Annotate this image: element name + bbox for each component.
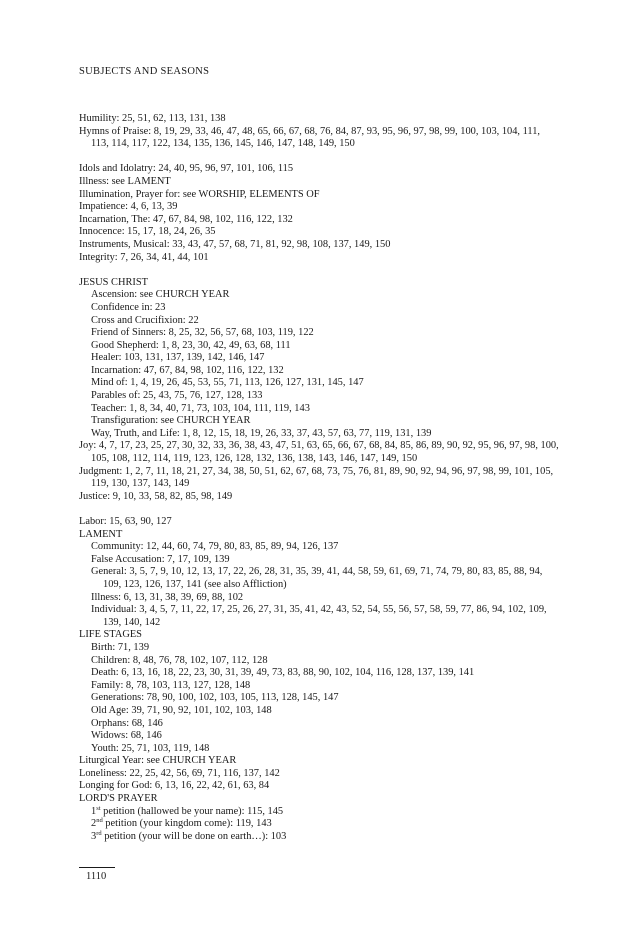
index-subentry: Confidence in: 23 [91, 301, 166, 313]
index-entry: LIFE STAGES [79, 629, 142, 641]
index-subentry: False Accusation: 7, 17, 109, 139 [91, 553, 230, 565]
index-entry: Illumination, Prayer for: see WORSHIP, ELEMENTS OF [79, 188, 320, 200]
group-spacer [79, 264, 559, 277]
index-subentry: Children: 8, 48, 76, 78, 102, 107, 112, 128 [91, 654, 268, 666]
index-subentry: Generations: 78, 90, 100, 102, 103, 105, 113, 128, 145, 147 [91, 692, 339, 704]
index-subentry: General: 3, 5, 7, 9, 10, 12, 13, 17, 22, 26, 28, 31, 35, 39, 41, 44, 58, 59, 61, 69, 71, 74, 79, 80, 83, 85, 88, 94, 109, 123, 126, 137, 141 (see also Affliction) [91, 566, 543, 590]
index-entry: Illness: see LAMENT [79, 175, 171, 187]
group-spacer [79, 503, 559, 516]
index-subentry: Friend of Sinners: 8, 25, 32, 56, 57, 68, 103, 119, 122 [91, 327, 314, 339]
index-entry: Joy: 4, 7, 17, 23, 25, 27, 30, 32, 33, 36, 38, 43, 47, 51, 63, 65, 66, 67, 68, 84, 85, 86, 89, 90, 92, 95, 96, 97, 98, 100, 105, 108, 112, 114, 119, 123, 126, 128, 132, 136, 138, 143, 146, 147, 149, 150 [79, 440, 559, 465]
running-head: SUBJECTS AND SEASONS [79, 66, 210, 77]
index-entry: Labor: 15, 63, 90, 127 [79, 516, 172, 527]
petition-number: 3 [91, 830, 97, 842]
petition-subentry [79, 818, 559, 831]
index-entry: Humility: 25, 51, 62, 113, 131, 138 [79, 113, 226, 124]
index-entry: Hymns of Praise: 8, 19, 29, 33, 46, 47, 48, 65, 66, 67, 68, 76, 84, 87, 93, 95, 96, 97, 98, 99, 100, 103, 104, 111, 113, 114, 117, 122, 134, 135, 136, 145, 146, 147, 148, 149, 150 [79, 125, 541, 150]
ordinal-suffix: st [96, 804, 101, 812]
index-subentry: Widows: 68, 146 [91, 730, 162, 742]
index-subentry: Orphans: 68, 146 [91, 717, 163, 729]
index-subentry: Community: 12, 44, 60, 74, 79, 80, 83, 85, 89, 94, 126, 137 [91, 541, 339, 553]
index-entry: JESUS CHRIST [79, 276, 149, 288]
index-entry: Idols and Idolatry: 24, 40, 95, 96, 97, 101, 106, 115 [79, 163, 294, 175]
index-entry: Loneliness: 22, 25, 42, 56, 69, 71, 116, 137, 142 [79, 767, 280, 779]
index-subentry: Birth: 71, 139 [91, 641, 150, 653]
page-number: 1110 [86, 871, 107, 882]
index-entry: Judgment: 1, 2, 7, 11, 18, 21, 27, 34, 38, 50, 51, 62, 67, 68, 73, 75, 76, 81, 89, 90, 92, 94, 96, 97, 98, 99, 101, 105, 119, 130, 137, 143, 149 [79, 465, 554, 490]
index-entry: Liturgical Year: see CHURCH YEAR [79, 755, 237, 767]
index-body [79, 113, 559, 843]
index-entry: LORD'S PRAYER [79, 793, 158, 805]
index-entry: Longing for God: 6, 13, 16, 22, 42, 61, 63, 84 [79, 780, 270, 792]
petition-number: 2 [91, 818, 97, 830]
index-entry: Integrity: 7, 26, 34, 41, 44, 101 [79, 251, 209, 263]
index-subentry: Way, Truth, and Life: 1, 8, 12, 15, 18, 19, 26, 33, 37, 43, 57, 63, 77, 119, 131, 139 [91, 427, 432, 439]
index-subentry: Good Shepherd: 1, 8, 23, 30, 42, 49, 63, 68, 111 [91, 339, 291, 351]
ordinal-suffix: rd [96, 829, 102, 837]
index-subentry: Illness: 6, 13, 31, 38, 39, 69, 88, 102 [91, 591, 244, 603]
petition-number: 1 [91, 805, 97, 817]
petition-text: petition (your will be done on earth…): 103 [101, 830, 287, 842]
index-entry: Impatience: 4, 6, 13, 39 [79, 201, 178, 213]
index-subentry: Incarnation: 47, 67, 84, 98, 102, 116, 122, 132 [91, 364, 284, 376]
group-spacer [79, 151, 559, 164]
index-subentry: Old Age: 39, 71, 90, 92, 101, 102, 103, 148 [91, 704, 272, 716]
ordinal-suffix: nd [96, 817, 103, 825]
index-subentry: Death: 6, 13, 16, 18, 22, 23, 30, 31, 39, 49, 73, 83, 88, 90, 102, 104, 116, 128, 137, 139, 141 [91, 667, 475, 679]
index-subentry: Ascension: see CHURCH YEAR [91, 289, 230, 301]
index-entry: Justice: 9, 10, 33, 58, 82, 85, 98, 149 [79, 490, 233, 502]
index-subentry: Family: 8, 78, 103, 113, 127, 128, 148 [91, 679, 251, 691]
index-subentry: Teacher: 1, 8, 34, 40, 71, 73, 103, 104, 111, 119, 143 [91, 402, 310, 414]
index-entry: Innocence: 15, 17, 18, 24, 26, 35 [79, 226, 216, 238]
petition-text: petition (your kingdom come): 119, 143 [102, 818, 272, 830]
index-subentry: Youth: 25, 71, 103, 119, 148 [91, 742, 210, 754]
index-entry: Incarnation, The: 47, 67, 84, 98, 102, 116, 122, 132 [79, 213, 293, 225]
petition-subentry [79, 806, 559, 819]
index-subentry: Transfiguration: see CHURCH YEAR [91, 415, 251, 427]
index-subentry: Parables of: 25, 43, 75, 76, 127, 128, 133 [91, 390, 263, 402]
index-subentry: Healer: 103, 131, 137, 139, 142, 146, 147 [91, 352, 265, 364]
petition-subentry [79, 831, 559, 844]
index-subentry: Cross and Crucifixion: 22 [91, 314, 199, 326]
index-entry: LAMENT [79, 528, 123, 540]
index-subentry: Mind of: 1, 4, 19, 26, 45, 53, 55, 71, 113, 126, 127, 131, 145, 147 [91, 377, 364, 389]
petition-text: petition (hallowed be your name): 115, 145 [100, 805, 284, 817]
index-subentry: Individual: 3, 4, 5, 7, 11, 22, 17, 25, 26, 27, 31, 35, 41, 42, 43, 52, 54, 55, 56, 57, 58, 59, 77, 86, 94, 102, 109, 139, 140, 142 [91, 604, 547, 628]
index-entry: Instruments, Musical: 33, 43, 47, 57, 68, 71, 81, 92, 98, 108, 137, 149, 150 [79, 238, 391, 250]
footer-rule [79, 867, 115, 868]
